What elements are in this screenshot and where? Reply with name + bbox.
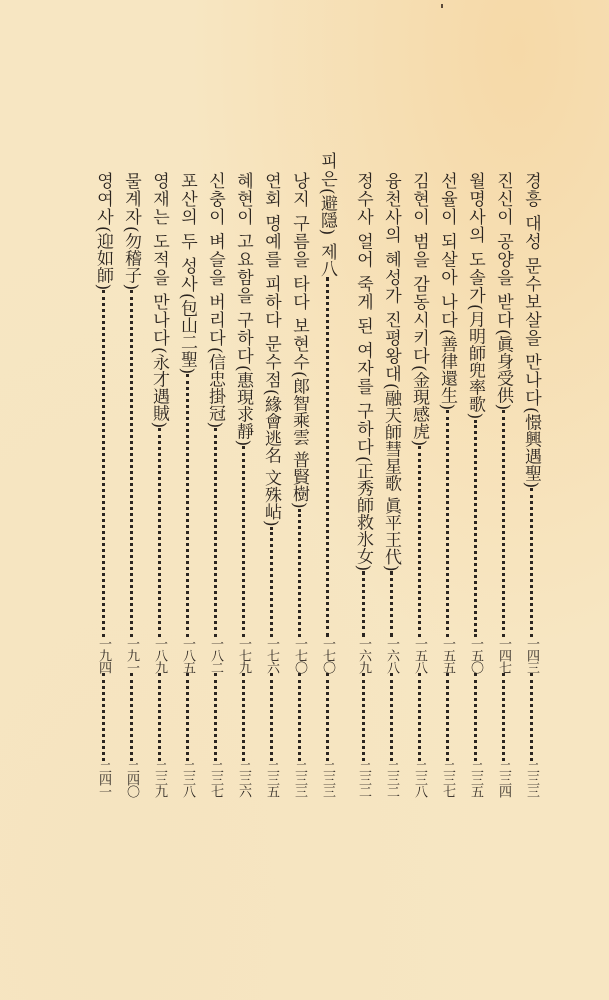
dot-leader [530, 488, 533, 637]
entry-hanja: (信忠掛冠) [205, 346, 225, 429]
dot-leader [474, 673, 477, 761]
toc-entry [204, 172, 226, 797]
entry-title: 경흥 대성 문수보살을 만나다 [521, 172, 541, 408]
entry-hanja: (避隱) [317, 188, 337, 236]
page-number-original: 二四〇 [124, 761, 139, 797]
dot-leader [502, 673, 505, 761]
page-number-original: 二三二 [384, 761, 399, 797]
page-number: 一九四 [96, 637, 111, 673]
page-number: 一七〇 [320, 637, 335, 673]
page-number-original: 二三八 [180, 761, 195, 797]
entry-hanja: (眞身受供) [493, 328, 513, 411]
dot-leader [270, 673, 273, 761]
dot-leader [186, 673, 189, 761]
page-number: 一七九 [236, 637, 251, 673]
dot-leader [530, 673, 533, 761]
entry-title: 연회 명예를 피하다 문수점 [261, 172, 281, 390]
toc-entry [436, 172, 458, 797]
entry-title: 진신이 공양을 받다 [493, 172, 513, 329]
entry-title: 융천사의 혜성가 진평왕대 [381, 172, 401, 383]
dot-leader [390, 673, 393, 761]
page-number: 一七六 [264, 637, 279, 673]
page-number-original: 二三四 [496, 761, 511, 797]
toc-entry [176, 172, 198, 797]
page-number: 一五〇 [468, 637, 483, 673]
dot-leader [418, 673, 421, 761]
page-number-original: 二三七 [440, 761, 455, 797]
toc-entry [288, 172, 310, 797]
page-number: 一六八 [384, 637, 399, 673]
dot-leader [418, 446, 421, 637]
dot-leader [158, 673, 161, 761]
entry-hanja: (金現感虎) [409, 364, 429, 447]
page-number-original: 二三三 [524, 761, 539, 797]
toc-entry [92, 172, 114, 797]
dot-leader [502, 410, 505, 637]
toc-entry [520, 172, 542, 797]
entry-hanja: (包山二聖) [177, 292, 197, 375]
toc-entry [232, 172, 254, 797]
entry-title: 영여사 [93, 172, 113, 226]
page-number-original: 二三五 [468, 761, 483, 797]
entry-title: 정수사 얼어 죽게 된 여자를 구하다 [353, 172, 373, 457]
section-number: 제八 [317, 243, 337, 278]
entry-title: 월명사의 도솔가 [465, 172, 485, 305]
entry-title: 포산의 두 성사 [177, 172, 197, 293]
entry-hanja: (郞智乘雲 普賢樹) [289, 371, 309, 509]
entry-hanja: (緣會逃名 文殊岾) [261, 389, 281, 527]
dot-leader [362, 673, 365, 761]
page-number: 一九一 [124, 637, 139, 673]
page-number: 一五八 [412, 637, 427, 673]
page-number: 一五五 [440, 637, 455, 673]
dot-leader [102, 290, 105, 637]
page-number-original: 二四一 [96, 761, 111, 797]
toc-entry [408, 172, 430, 797]
entry-hanja: (迎如師) [93, 226, 113, 291]
entry-title: 선율이 되살아 나다 [437, 172, 457, 329]
dot-leader [242, 446, 245, 637]
entry-hanja: (惠現求靜) [233, 364, 253, 447]
page-number: 一八五 [180, 637, 195, 673]
entry-title: 물계자 [121, 172, 141, 226]
dot-leader [130, 290, 133, 637]
dot-leader [362, 571, 365, 637]
toc-entry [148, 172, 170, 797]
page-number: 一七〇 [292, 637, 307, 673]
dot-leader [298, 509, 301, 637]
dot-leader [474, 420, 477, 637]
entry-title: 김현이 범을 감동시키다 [409, 172, 429, 365]
page-number: 一四七 [496, 637, 511, 673]
page-number-original: 二三八 [412, 761, 427, 797]
toc-entry [492, 172, 514, 797]
dot-leader [158, 428, 161, 637]
dot-leader [298, 673, 301, 761]
entry-hanja: (正秀師救氷女) [353, 456, 373, 572]
page-number-original: 二三三 [292, 761, 307, 797]
entry-hanja: (憬興遇聖) [521, 407, 541, 489]
page-number-original: 二三五 [264, 761, 279, 797]
dot-leader [214, 673, 217, 761]
page-number-original: 二三九 [152, 761, 167, 797]
dot-leader [242, 673, 245, 761]
page-number: 一八二 [208, 637, 223, 673]
dot-leader [102, 673, 105, 761]
entry-hanja: (月明師兜率歌) [465, 304, 485, 420]
dot-leader [446, 410, 449, 637]
dot-leader [214, 428, 217, 637]
toc-entry [316, 152, 338, 797]
entry-hanja: (融天師彗星歌 眞平王代) [381, 382, 401, 572]
entry-title: 신충이 벼슬을 버리다 [205, 172, 225, 347]
dot-leader [446, 673, 449, 761]
page-number-original: 二三六 [236, 761, 251, 797]
dot-leader [270, 527, 273, 637]
entry-hanja: (永才遇賊) [149, 346, 169, 429]
page-number: 一六九 [356, 637, 371, 673]
entry-title: 영재는 도적을 만나다 [149, 172, 169, 347]
entry-title: 낭지 구름을 타다 보현수 [289, 172, 309, 372]
entry-hanja: (勿稽子) [121, 226, 141, 291]
toc-entry [464, 172, 486, 797]
toc-entry [380, 172, 402, 797]
dot-leader [130, 673, 133, 761]
page-number-original: 二三七 [208, 761, 223, 797]
toc-entry [120, 172, 142, 797]
entry-title: 피은 [317, 152, 337, 188]
dot-leader [390, 571, 393, 637]
dot-leader [326, 673, 329, 761]
page-number-original: 二三三 [320, 761, 335, 797]
toc-entry [352, 172, 374, 797]
toc-entry [260, 172, 282, 797]
dot-leader [186, 374, 189, 637]
entry-title: 혜현이 고요함을 구하다 [233, 172, 253, 365]
page-number: 一四三 [524, 637, 539, 673]
page-number-original: 二三二 [356, 761, 371, 797]
dot-leader [326, 277, 329, 637]
page-number: 一八九 [152, 637, 167, 673]
entry-hanja: (善律還生) [437, 328, 457, 411]
